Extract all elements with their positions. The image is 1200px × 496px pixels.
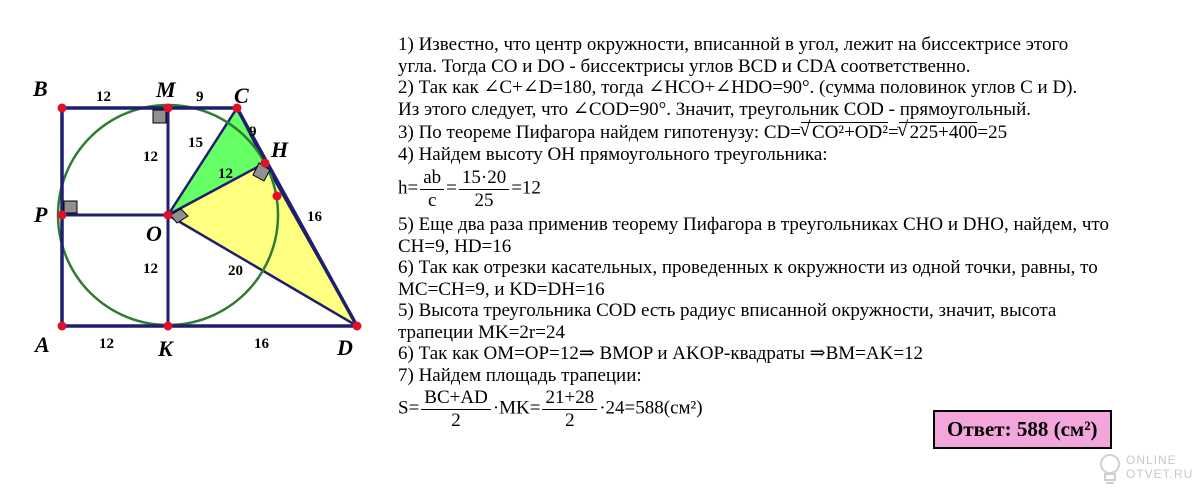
length-OC: 15 bbox=[188, 135, 203, 151]
height-formula bbox=[398, 167, 1188, 211]
watermark-line-1: ONLINE bbox=[1126, 453, 1177, 467]
length-CH: 9 bbox=[249, 124, 257, 140]
solution-step-5b: CH=9, HD=16 bbox=[398, 235, 512, 257]
watermark-text bbox=[1126, 453, 1193, 481]
fraction-numerator: BC+AD bbox=[421, 387, 491, 410]
area-mid: ·MK= bbox=[492, 397, 541, 419]
vertex-label-H: H bbox=[271, 137, 289, 162]
radical-2: √ 225+400 bbox=[899, 122, 978, 142]
solution-step-2b: Из этого следует, что ∠COD=90°. Значит, треугольник COD - прямоугольный. bbox=[398, 98, 1031, 120]
length-OK: 12 bbox=[143, 261, 158, 277]
length-AK: 12 bbox=[99, 336, 114, 352]
length-OD: 20 bbox=[228, 263, 243, 279]
height-prefix: h= bbox=[398, 177, 419, 199]
fraction-denominator: 2 bbox=[565, 409, 575, 431]
solution-text bbox=[398, 34, 1188, 431]
fraction-numerator: ab bbox=[420, 167, 444, 190]
fraction-denominator: c bbox=[427, 189, 437, 211]
solution-step-1a: 1) Известно, что центр окружности, вписанной в угол, лежит на биссектрисе этого bbox=[398, 34, 1069, 55]
radical-1: √ CO²+OD² bbox=[801, 122, 888, 142]
fraction-numerator: 15·20 bbox=[459, 167, 509, 190]
length-HD: 16 bbox=[307, 209, 322, 225]
area-prefix: S= bbox=[398, 397, 420, 419]
step-3-eq: = bbox=[887, 122, 899, 143]
length-BM: 12 bbox=[96, 89, 111, 105]
solution-step-6c: 6) Так как OM=OP=12⇒ BMOP и AKOP-квадраты ⇒BM=AK=12 bbox=[398, 343, 924, 364]
length-MC: 9 bbox=[196, 89, 204, 105]
solution-step-6a: 6) Так как отрезки касательных, проведенных к окружности из одной точки, равны, то bbox=[398, 257, 1098, 278]
fraction-denominator: 25 bbox=[474, 189, 494, 211]
step-3-text: 3) По теореме Пифагора найдем гипотенузу: CD= bbox=[398, 122, 801, 143]
answer-box bbox=[933, 410, 1112, 449]
answer-label: Ответ: 588 (см²) bbox=[947, 417, 1098, 441]
solution-step-7: 7) Найдем площадь трапеции: bbox=[398, 364, 642, 386]
vertex-label-C: C bbox=[234, 83, 249, 108]
fraction-sum bbox=[542, 387, 597, 431]
watermark bbox=[1098, 449, 1194, 491]
solution-step-5a: 5) Еще два раза применив теорему Пифагора в треугольниках CHO и DHO, найдем, что bbox=[398, 214, 1109, 235]
area-result: ·24=588(см²) bbox=[599, 397, 703, 419]
solution-step-5d: трапеции MK=2r=24 bbox=[398, 321, 565, 343]
fraction-denominator: 2 bbox=[451, 409, 461, 431]
fraction-ab-c bbox=[420, 167, 444, 211]
lightbulb-icon bbox=[1098, 453, 1122, 487]
solution-step-2a: 2) Так как ∠C+∠D=180, тогда ∠HCO+∠HDO=90°. (сумма половинок углов C и D). bbox=[398, 77, 1078, 98]
height-eq: = bbox=[446, 177, 457, 199]
fraction-numerator: 21+28 bbox=[542, 387, 597, 410]
vertex-label-D: D bbox=[337, 335, 353, 360]
vertex-label-A: A bbox=[35, 332, 50, 357]
length-KD: 16 bbox=[254, 336, 269, 352]
vertex-label-K: K bbox=[158, 336, 173, 361]
step-3-result: =25 bbox=[977, 122, 1008, 143]
solution-step-4: 4) Найдем высоту OH прямоугольного треугольника: bbox=[398, 143, 828, 165]
watermark-line-2: OTVET.RU bbox=[1126, 467, 1194, 481]
vertex-label-P: P bbox=[34, 202, 48, 227]
length-OH: 12 bbox=[218, 166, 233, 182]
height-result: =12 bbox=[511, 177, 541, 199]
solution-step-3 bbox=[398, 122, 1188, 144]
length-OM: 12 bbox=[143, 149, 158, 165]
vertex-label-O: O bbox=[146, 221, 162, 246]
geometry-diagram bbox=[0, 0, 380, 496]
solution-step-1b: угла. Тогда CO и DO - биссектрисы углов BCD и CDA соответственно. bbox=[398, 55, 971, 77]
solution-step-6b: MC=CH=9, и KD=DH=16 bbox=[398, 278, 605, 300]
vertex-label-B: B bbox=[33, 76, 48, 101]
vertex-label-M: M bbox=[156, 77, 176, 102]
fraction-bases bbox=[421, 387, 491, 431]
solution-step-5c: 5) Высота треугольника COD есть радиус вписанной окружности, значит, высота bbox=[398, 300, 1057, 321]
fraction-values bbox=[459, 167, 509, 211]
